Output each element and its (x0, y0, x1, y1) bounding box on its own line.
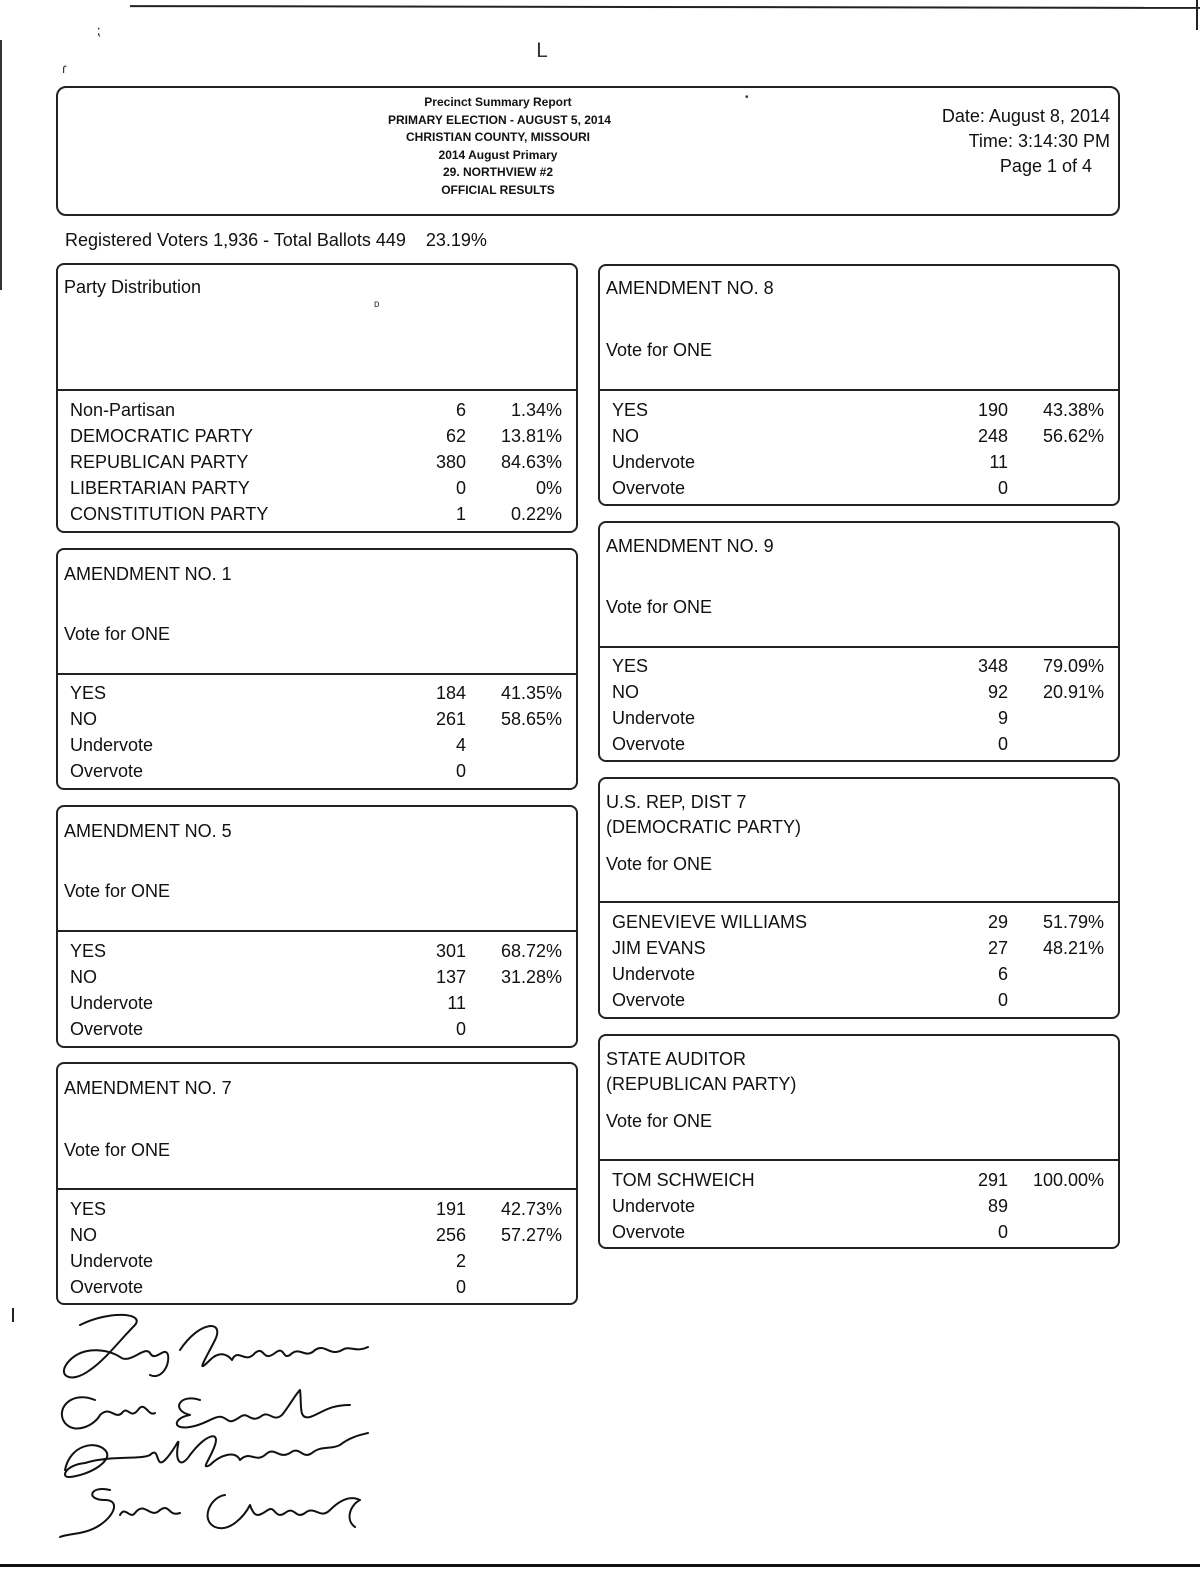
result-row (70, 475, 562, 501)
report-title: Precinct Summary Report (424, 95, 572, 109)
choice-label: NO (70, 1225, 97, 1245)
contest-title: U.S. REP, DIST 7 (606, 792, 747, 812)
choice-label: Overvote (70, 761, 144, 781)
vote-count: 0 (997, 1222, 1008, 1242)
result-row (70, 964, 562, 990)
vote-for-label: Vote for ONE (606, 854, 713, 874)
vote-for-label: Vote for ONE (64, 881, 171, 901)
contest-amendment-8 (598, 264, 1120, 506)
contest-results (612, 1167, 1104, 1245)
choice-label: CONSTITUTION PARTY (70, 504, 269, 524)
vote-count: 0 (997, 990, 1008, 1010)
result-row (70, 423, 562, 449)
vote-count: 184 (435, 683, 466, 703)
contest-divider (600, 901, 1118, 903)
vote-for-label: Vote for ONE (606, 340, 713, 360)
contest-party: (DEMOCRATIC PARTY) (606, 817, 802, 837)
vote-count: 6 (455, 400, 466, 420)
vote-percent: 0% (535, 478, 562, 498)
result-row (70, 1196, 562, 1222)
result-row (612, 909, 1104, 935)
contest-results (70, 1196, 562, 1300)
signature-1 (64, 1315, 368, 1378)
contest-title: AMENDMENT NO. 5 (64, 821, 232, 841)
scan-mark (12, 1308, 14, 1322)
results-status: OFFICIAL RESULTS (441, 182, 555, 197)
vote-percent: 41.35% (500, 683, 562, 703)
contest-title: AMENDMENT NO. 7 (64, 1078, 232, 1098)
result-row (70, 990, 562, 1016)
choice-label: JIM EVANS (612, 938, 706, 958)
signature-4 (60, 1489, 360, 1537)
contest-title: AMENDMENT NO. 1 (64, 564, 232, 584)
signature-2 (62, 1390, 350, 1428)
vote-count: 11 (447, 993, 466, 1013)
result-row (612, 1193, 1104, 1219)
choice-label: Undervote (612, 708, 696, 728)
result-row (612, 397, 1104, 423)
election-name: PRIMARY ELECTION - AUGUST 5, 2014 (388, 112, 611, 127)
vote-for-label: Vote for ONE (64, 1140, 171, 1160)
vote-count: 27 (987, 938, 1008, 958)
vote-percent: 31.28% (500, 967, 562, 987)
scan-speck: • (745, 92, 749, 103)
scan-border-top (130, 5, 1200, 9)
vote-percent: 58.65% (500, 709, 562, 729)
contest-amendment-1 (56, 548, 578, 790)
vote-percent: 79.09% (1042, 656, 1104, 676)
choice-label: NO (70, 709, 97, 729)
choice-label: TOM SCHWEICH (612, 1170, 755, 1190)
choice-label: Undervote (70, 735, 154, 755)
result-row (612, 705, 1104, 731)
scan-speck: ᒪ (536, 40, 548, 62)
result-row (612, 653, 1104, 679)
result-row (70, 706, 562, 732)
vote-count: 0 (997, 734, 1008, 754)
result-row (70, 938, 562, 964)
scan-speck: ᴅ (374, 299, 380, 310)
vote-count: 191 (435, 1199, 466, 1219)
choice-label: Undervote (70, 1251, 154, 1271)
vote-for-label: Vote for ONE (606, 597, 713, 617)
vote-percent: 84.63% (500, 452, 562, 472)
choice-label: Overvote (612, 990, 686, 1010)
choice-label: Overvote (612, 734, 686, 754)
vote-count: 291 (977, 1170, 1008, 1190)
vote-count: 2 (455, 1251, 466, 1271)
vote-count: 0 (455, 761, 466, 781)
vote-count: 0 (455, 478, 466, 498)
vote-count: 29 (987, 912, 1008, 932)
vote-percent: 13.81% (500, 426, 562, 446)
report-header (56, 86, 1120, 216)
vote-count: 0 (455, 1019, 466, 1039)
contest-title: AMENDMENT NO. 8 (606, 278, 774, 298)
result-row (612, 1219, 1104, 1245)
vote-count: 92 (987, 682, 1008, 702)
contest-divider (600, 646, 1118, 648)
choice-label: YES (612, 400, 649, 420)
turnout-text: Registered Voters 1,936 - Total Ballots 449 (65, 230, 406, 250)
result-row (70, 449, 562, 475)
contest-results (70, 938, 562, 1042)
choice-label: Overvote (612, 478, 686, 498)
report-time: Time: 3:14:30 PM (968, 131, 1110, 151)
vote-percent: 1.34% (510, 400, 562, 420)
result-row (612, 423, 1104, 449)
vote-count: 256 (435, 1225, 466, 1245)
vote-count: 89 (987, 1196, 1008, 1216)
contest-results (70, 680, 562, 784)
turnout-summary (65, 230, 487, 251)
contest-party: (REPUBLICAN PARTY) (606, 1074, 797, 1094)
vote-for-label: Vote for ONE (64, 624, 171, 644)
choice-label: NO (70, 967, 97, 987)
contest-title: AMENDMENT NO. 9 (606, 536, 774, 556)
result-row (70, 397, 562, 423)
choice-label: YES (612, 656, 649, 676)
vote-count: 380 (435, 452, 466, 472)
scan-border-bottom (0, 1564, 1200, 1567)
vote-count: 348 (977, 656, 1008, 676)
choice-label: LIBERTARIAN PARTY (70, 478, 250, 498)
contest-title: STATE AUDITOR (606, 1049, 747, 1069)
vote-count: 261 (435, 709, 466, 729)
contest-us-rep-dist-7 (598, 777, 1120, 1019)
contest-title: Party Distribution (64, 277, 202, 297)
page-number: Page 1 of 4 (999, 156, 1092, 176)
vote-count: 137 (435, 967, 466, 987)
contest-results (612, 397, 1104, 501)
report-date: Date: August 8, 2014 (941, 106, 1110, 126)
result-row (612, 475, 1104, 501)
vote-percent: 51.79% (1042, 912, 1104, 932)
contest-divider (58, 930, 576, 932)
vote-count: 62 (445, 426, 466, 446)
vote-percent: 100.00% (1032, 1170, 1104, 1190)
contest-amendment-9 (598, 521, 1120, 762)
turnout-percent: 23.19% (425, 230, 487, 250)
vote-count: 9 (997, 708, 1008, 728)
choice-label: DEMOCRATIC PARTY (70, 426, 254, 446)
contest-party-distribution (56, 263, 578, 533)
contest-divider (58, 673, 576, 675)
scan-border-right (1196, 0, 1198, 30)
report-title-block (388, 94, 611, 199)
vote-count: 0 (997, 478, 1008, 498)
scan-speck: ⁏ (96, 22, 101, 38)
result-row (70, 1274, 562, 1300)
result-row (70, 758, 562, 784)
contest-amendment-5 (56, 805, 578, 1048)
vote-percent: 43.38% (1042, 400, 1104, 420)
scan-border-left (0, 40, 2, 290)
result-row (70, 680, 562, 706)
contest-divider (58, 389, 576, 391)
result-row (70, 501, 562, 527)
choice-label: REPUBLICAN PARTY (70, 452, 249, 472)
choice-label: YES (70, 1199, 107, 1219)
contest-results (612, 909, 1104, 1013)
contest-results (612, 653, 1104, 757)
choice-label: Overvote (612, 1222, 686, 1242)
signatures (50, 1305, 390, 1555)
vote-count: 4 (455, 735, 466, 755)
result-row (70, 1222, 562, 1248)
vote-percent: 20.91% (1042, 682, 1104, 702)
choice-label: Non-Partisan (70, 400, 176, 420)
vote-count: 0 (455, 1277, 466, 1297)
signature-3 (65, 1433, 368, 1477)
vote-count: 301 (435, 941, 466, 961)
vote-count: 190 (977, 400, 1008, 420)
vote-count: 248 (977, 426, 1008, 446)
choice-label: Overvote (70, 1277, 144, 1297)
election-label: 2014 August Primary (438, 147, 558, 162)
vote-for-label: Vote for ONE (606, 1111, 713, 1131)
vote-percent: 42.73% (500, 1199, 562, 1219)
vote-percent: 48.21% (1042, 938, 1104, 958)
result-row (612, 679, 1104, 705)
contest-divider (600, 389, 1118, 391)
choice-label: Undervote (70, 993, 154, 1013)
result-row (612, 731, 1104, 757)
vote-count: 1 (455, 504, 466, 524)
choice-label: NO (612, 682, 639, 702)
contest-divider (58, 1188, 576, 1190)
vote-percent: 57.27% (500, 1225, 562, 1245)
result-row (612, 935, 1104, 961)
contest-divider (600, 1159, 1118, 1161)
choice-label: YES (70, 683, 107, 703)
choice-label: Undervote (612, 964, 696, 984)
contest-amendment-7 (56, 1062, 578, 1305)
result-row (612, 961, 1104, 987)
report-meta (942, 104, 1110, 179)
vote-count: 6 (997, 964, 1008, 984)
choice-label: YES (70, 941, 107, 961)
choice-label: Undervote (612, 1196, 696, 1216)
vote-count: 11 (989, 452, 1008, 472)
precinct-name: 29. NORTHVIEW #2 (442, 165, 554, 179)
contest-state-auditor (598, 1034, 1120, 1249)
result-row (70, 1248, 562, 1274)
choice-label: Undervote (612, 452, 696, 472)
vote-percent: 56.62% (1042, 426, 1104, 446)
county-name: CHRISTIAN COUNTY, MISSOURI (405, 130, 590, 144)
vote-percent: 0.22% (510, 504, 562, 524)
result-row (612, 987, 1104, 1013)
choice-label: NO (612, 426, 639, 446)
result-row (70, 1016, 562, 1042)
result-row (612, 1167, 1104, 1193)
contest-results (70, 397, 562, 527)
vote-percent: 68.72% (500, 941, 562, 961)
result-row (70, 732, 562, 758)
choice-label: GENEVIEVE WILLIAMS (612, 912, 808, 932)
choice-label: Overvote (70, 1019, 144, 1039)
scan-speck: ɾ (62, 60, 67, 76)
result-row (612, 449, 1104, 475)
